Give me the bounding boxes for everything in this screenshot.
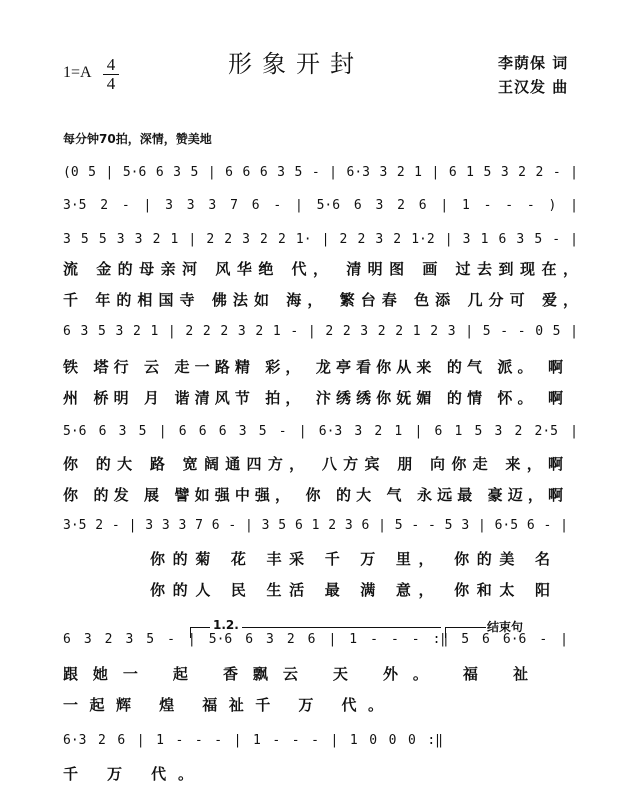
lyrics-verse-1: 跟她一 起 香飘云 天 外。 福 祉 <box>63 665 528 683</box>
lyrics-verse-1: 千 万 代。 <box>63 765 193 783</box>
lyricist: 李荫保 词 <box>498 54 569 72</box>
time-signature <box>103 56 119 93</box>
volta-label: 1.2. <box>210 618 242 632</box>
notation-row: 5·6 6 3 5 | 6 6 6 3 5 - | 6·3 3 2 1 | 6 1 5 3 2 2·5 | <box>63 424 578 439</box>
notation-row: 3·5 2 - | 3 3 3 7 6 - | 5·6 6 3 2 6 | 1 - - - ) | <box>63 198 578 213</box>
time-signature-bottom: 4 <box>103 74 119 93</box>
lyrics-verse-1: 你的菊 花 丰采 千 万 里， 你的美 名 <box>150 550 550 568</box>
notation-row: 6 3 5 3 2 1 | 2 2 2 3 2 1 - | 2 2 3 2 2 1 2 3 | 5 - - 0 5 | <box>63 324 578 339</box>
lyrics-verse-1: 铁 塔行 云 走一路精 彩， 龙亭看你从来 的气 派。 啊 <box>63 358 563 376</box>
lyrics-verse-1: 你 的大 路 宽阔通四方， 八方宾 朋 向你走 来，啊 <box>63 455 563 473</box>
ending-label: 结束句 <box>487 620 524 634</box>
lyrics-verse-2: 州 桥明 月 谐清风节 拍， 汴绣绣你妩媚 的情 怀。 啊 <box>63 389 563 407</box>
notation-row: 6 3 2 3 5 - | 5·6 6 3 2 6 | 1 - - - :‖ 5 6 6·6 - | <box>63 632 568 647</box>
time-signature-top: 4 <box>106 55 116 74</box>
lyrics-verse-2: 千 年的相国寺 佛法如 海， 繁台春 色添 几分可 爱， <box>63 291 578 309</box>
notation-row: 3 5 5 3 3 2 1 | 2 2 3 2 2 1· | 2 2 3 2 1·2 | 3 1 6 3 5 - | <box>63 232 578 247</box>
lyrics-verse-2: 你的人 民 生活 最 满 意， 你和太 阳 <box>150 581 550 599</box>
key-signature: 1=A <box>63 64 92 81</box>
lyrics-verse-2: 你 的发 展 譬如强中强， 你 的大 气 永远最 豪迈，啊 <box>63 486 563 504</box>
composer: 王汉发 曲 <box>498 78 569 96</box>
lyrics-verse-1: 流 金的母亲河 风华绝 代， 清明图 画 过去到现在， <box>63 260 578 278</box>
tempo-marking: 每分钟70拍，深情，赞美地 <box>63 132 212 146</box>
notation-row: 3·5 2 - | 3 3 3 7 6 - | 3 5 6 1 2 3 6 | 5 - - 5 3 | 6·5 6 - | <box>63 518 568 533</box>
notation-row: 6·3 2 6 | 1 - - - | 1 - - - | 1 0 0 0 :‖ <box>63 733 443 748</box>
notation-row: (0 5 | 5·6 6 3 5 | 6 6 6 3 5 - | 6·3 3 2 1 | 6 1 5 3 2 2 - | <box>63 165 578 180</box>
song-title: 形象开封 <box>228 50 364 78</box>
lyrics-verse-2: 一起辉 煌 福祉千 万 代。 <box>63 696 383 714</box>
